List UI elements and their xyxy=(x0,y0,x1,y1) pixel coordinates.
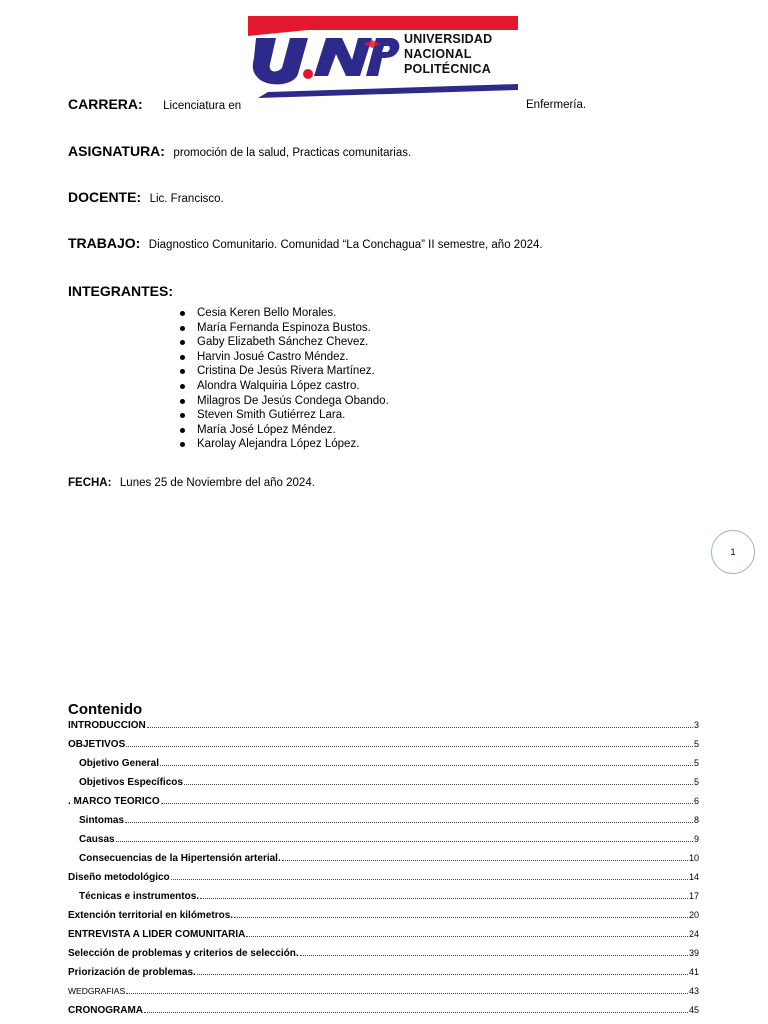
toc-entry-page: 3 xyxy=(693,720,699,730)
toc-leader xyxy=(126,746,693,747)
asignatura-field xyxy=(68,143,411,161)
member-item: Cristina De Jesús Rivera Martínez. xyxy=(180,364,389,379)
toc-entry-page: 9 xyxy=(693,834,699,844)
university-name xyxy=(404,32,492,77)
toc-entry-page: 17 xyxy=(688,891,699,901)
asignatura-value: promoción de la salud, Practicas comunitarias. xyxy=(173,147,412,159)
toc-leader xyxy=(200,898,688,899)
toc-leader xyxy=(197,974,688,975)
fecha-label: FECHA: xyxy=(68,477,112,489)
toc-entry-page: 45 xyxy=(688,1005,699,1015)
asignatura-label: ASIGNATURA: xyxy=(68,143,165,159)
member-item: Gaby Elizabeth Sánchez Chevez. xyxy=(180,335,389,350)
toc-entry[interactable] xyxy=(68,986,699,1005)
toc-entry-page: 5 xyxy=(693,739,699,749)
carrera-value: Licenciatura en xyxy=(163,100,242,112)
toc-leader xyxy=(282,860,688,861)
toc-entry-title: OBJETIVOS xyxy=(68,739,126,750)
toc-entry-title: Extención territorial en kilómetros. xyxy=(68,910,234,921)
toc-entry-page: 41 xyxy=(688,967,699,977)
toc-entry[interactable] xyxy=(68,796,699,815)
toc-entry[interactable] xyxy=(68,739,699,758)
toc-entry-title: Diseño metodológico xyxy=(68,872,170,883)
toc-entry-page: 43 xyxy=(688,986,699,996)
trabajo-value: Diagnostico Comunitario. Comunidad “La Conchagua” II semestre, año 2024. xyxy=(148,239,543,251)
trabajo-field xyxy=(68,235,543,253)
toc-entry-page: 5 xyxy=(693,777,699,787)
toc-entry-page: 20 xyxy=(688,910,699,920)
toc-entry[interactable] xyxy=(68,929,699,948)
member-item: Cesia Keren Bello Morales. xyxy=(180,306,389,321)
docente-field xyxy=(68,189,224,207)
toc-leader xyxy=(234,917,688,918)
toc-entry[interactable] xyxy=(68,815,699,834)
page-number: 1 xyxy=(711,530,755,574)
toc-entry-title: ENTREVISTA A LIDER COMUNITARIA xyxy=(68,929,246,940)
toc-entry-page: 24 xyxy=(688,929,699,939)
toc-entry[interactable] xyxy=(68,910,699,929)
toc-leader xyxy=(147,727,693,728)
toc-entry-title: Causas xyxy=(79,834,115,845)
toc-entry[interactable] xyxy=(68,891,699,910)
integrantes-field xyxy=(68,283,173,301)
docente-value: Lic. Francisco. xyxy=(149,193,224,205)
toc-entry-page: 5 xyxy=(693,758,699,768)
member-item: Karolay Alejandra López López. xyxy=(180,437,389,452)
toc-entry-title: Técnicas e instrumentos. xyxy=(79,891,200,902)
toc-leader xyxy=(184,784,693,785)
fecha-value: Lunes 25 de Noviembre del año 2024. xyxy=(119,477,315,489)
toc-leader xyxy=(144,1012,688,1013)
toc-leader xyxy=(160,765,693,766)
member-item: María José López Méndez. xyxy=(180,423,389,438)
integrantes-label: INTEGRANTES: xyxy=(68,283,173,299)
fecha-field xyxy=(68,473,315,491)
toc-entry[interactable] xyxy=(68,872,699,891)
toc-entry-title: Sintomas xyxy=(79,815,125,826)
member-item: María Fernanda Espinoza Bustos. xyxy=(180,321,389,336)
toc-entry-page: 39 xyxy=(688,948,699,958)
toc-entry-title: WEDGRAFIAS xyxy=(68,986,126,996)
toc-entry-page: 14 xyxy=(688,872,699,882)
member-item: Steven Smith Gutiérrez Lara. xyxy=(180,408,389,423)
carrera-label: CARRERA: xyxy=(68,96,143,112)
toc-entry-title: Selección de problemas y criterios de selección. xyxy=(68,948,299,959)
toc-entry-title: INTRODUCCIÓN xyxy=(68,720,146,731)
toc-entry-title: CRONOGRAMA xyxy=(68,1005,143,1016)
toc-entry[interactable] xyxy=(68,853,699,872)
university-name-line: POLITÉCNICA xyxy=(404,62,491,76)
toc-entry[interactable] xyxy=(68,777,699,796)
toc-leader xyxy=(126,993,688,994)
table-of-contents xyxy=(68,720,699,1024)
toc-leader xyxy=(161,803,693,804)
toc-leader xyxy=(116,841,693,842)
toc-entry-title: Objetivos Específicos xyxy=(79,777,183,788)
toc-entry-title: . MARCO TEORICO xyxy=(68,796,160,807)
toc-entry[interactable] xyxy=(68,758,699,777)
carrera-value-end: Enfermería. xyxy=(526,99,587,111)
university-logo xyxy=(248,16,518,98)
toc-entry[interactable] xyxy=(68,967,699,986)
trabajo-label: TRABAJO: xyxy=(68,235,141,251)
members-list xyxy=(180,306,389,452)
toc-entry[interactable] xyxy=(68,720,699,739)
toc-entry-page: 8 xyxy=(693,815,699,825)
toc-entry-title: Priorización de problemas. xyxy=(68,967,196,978)
carrera-field xyxy=(68,96,587,114)
toc-entry-page: 10 xyxy=(688,853,699,863)
toc-entry-title: Consecuencias de la Hipertensión arterial. xyxy=(79,853,281,864)
member-item: Harvin Josué Castro Méndez. xyxy=(180,350,389,365)
toc-leader xyxy=(125,822,693,823)
member-item: Milagros De Jesús Condega Obando. xyxy=(180,394,389,409)
toc-entry-page: 6 xyxy=(693,796,699,806)
docente-label: DOCENTE: xyxy=(68,189,142,205)
toc-leader xyxy=(246,936,688,937)
toc-title: Contenido xyxy=(68,701,143,718)
toc-leader xyxy=(171,879,688,880)
toc-entry[interactable] xyxy=(68,1005,699,1024)
toc-entry[interactable] xyxy=(68,834,699,853)
toc-entry-title: Objetivo General xyxy=(79,758,160,769)
university-name-line: UNIVERSIDAD xyxy=(404,32,493,46)
toc-entry[interactable] xyxy=(68,948,699,967)
university-name-line: NACIONAL xyxy=(404,47,472,61)
toc-leader xyxy=(300,955,688,956)
member-item: Alondra Walquiria López castro. xyxy=(180,379,389,394)
